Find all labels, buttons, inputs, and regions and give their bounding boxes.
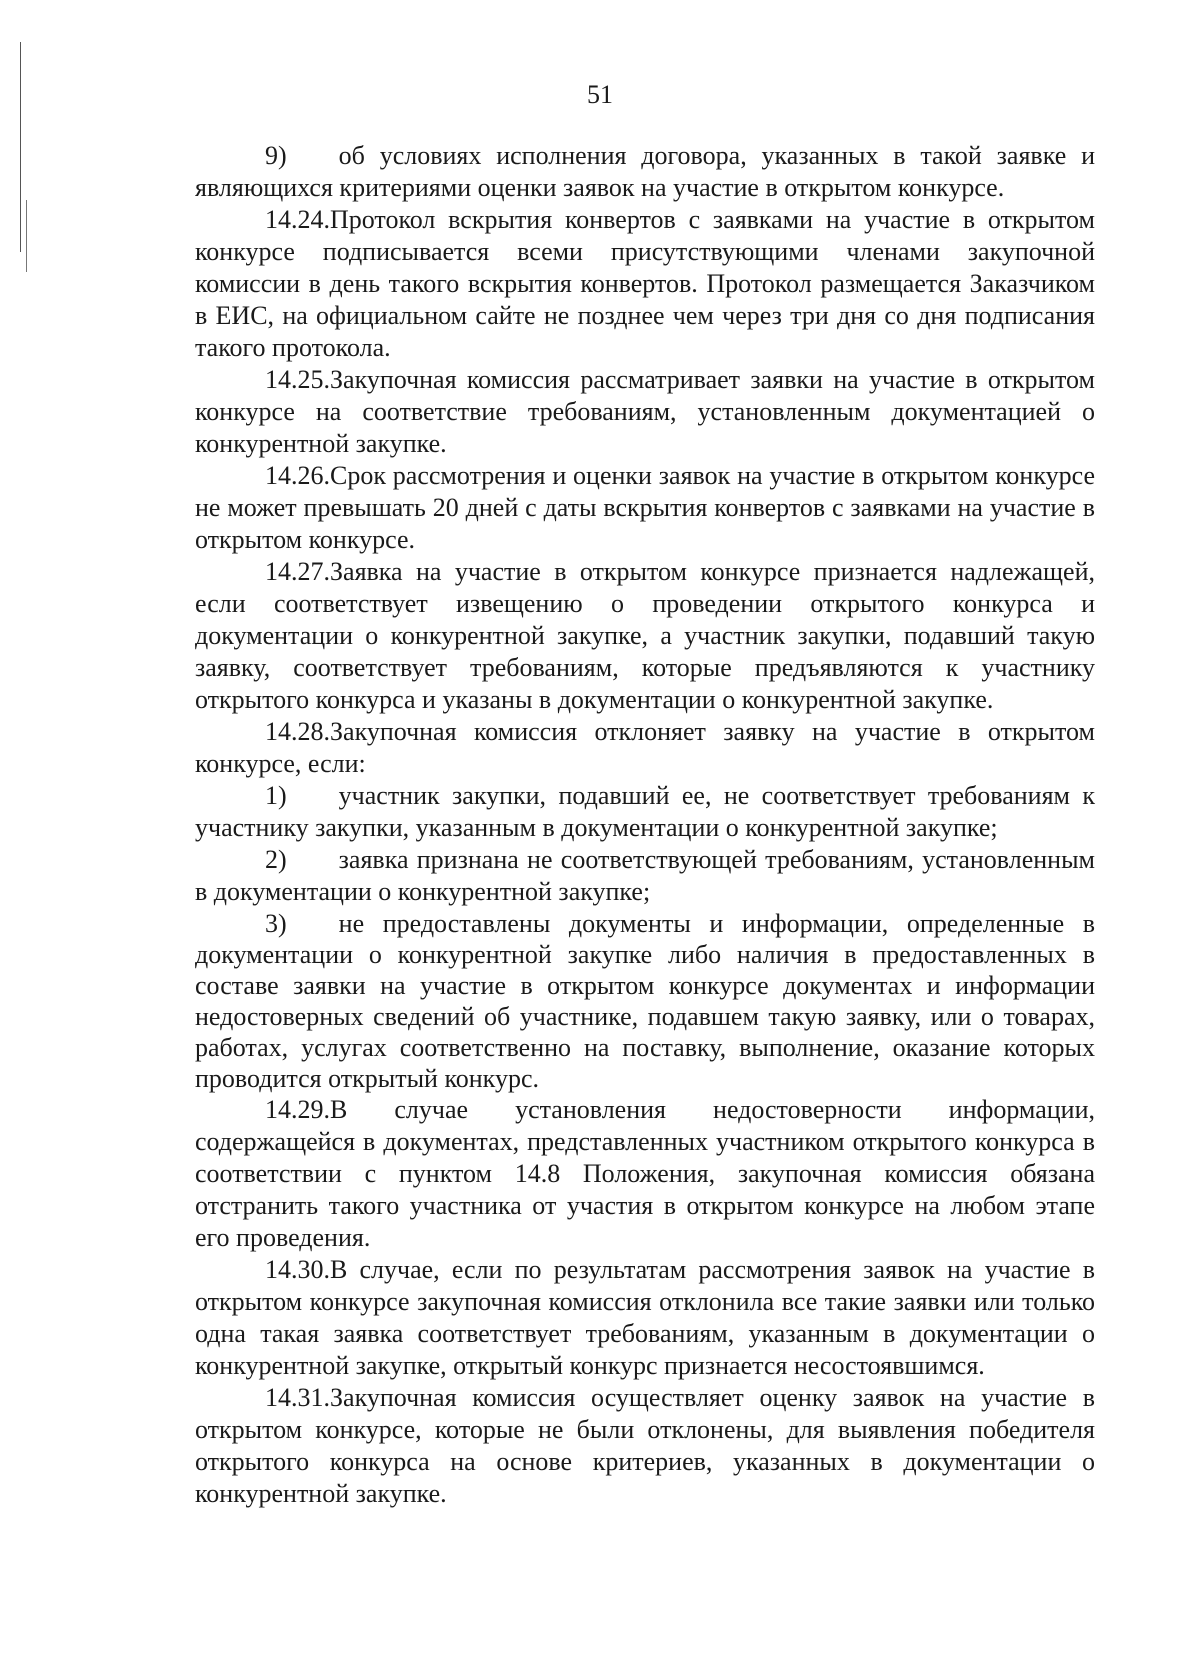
scan-edge-line [26,200,27,272]
paragraph-14-30: 14.30.В случае, если по результатам рассмотрения заявок на участие в открытом конкурсе закупочная комиссия отклонила все такие заявки или только одна такая заявка соответствует требованиям, указанным в документации о конкурентной закупке, открытый конкурс признается несостоявшимся. [195,1255,1095,1380]
paragraph-14-28: 14.28.Закупочная комиссия отклоняет заявку на участие в открытом конкурсе, если: [195,717,1095,778]
scan-edge-line [20,42,21,252]
paragraph-item-3: 3) не предоставлены документы и информации, определенные в документации о конкурентной закупке либо наличия в предоставленных в составе заявки на участие в открытом конкурсе документах и информации недостоверных сведений об участнике, подавшем такую заявку, или о товарах, работах, услугах соответственно на поставку, выполнение, оказание которых проводится открытый конкурс. [195,909,1095,1093]
paragraph-item-1: 1) участник закупки, подавший ее, не соответствует требованиям к участнику закупки, указанным в документации о конкурентной закупке; [195,781,1095,842]
page-number: 51 [587,80,613,109]
paragraph-14-27: 14.27.Заявка на участие в открытом конкурсе признается надлежащей, если соответствует извещению о проведении открытого конкурса и документации о конкурентной закупке, а участник закупки, подавший такую заявку, соответствует требованиям, которые предъявляются к участнику открытого конкурса и указаны в документации о конкурентной закупке. [195,557,1095,714]
paragraph-14-26: 14.26.Срок рассмотрения и оценки заявок на участие в открытом конкурсе не может превышать 20 дней с даты вскрытия конвертов с заявками на участие в открытом конкурсе. [195,461,1095,554]
paragraph-14-24: 14.24.Протокол вскрытия конвертов с заявками на участие в открытом конкурсе подписывается всеми присутствующими членами закупочной комиссии в день такого вскрытия конвертов. Протокол размещается Заказчиком в ЕИС, на официальном сайте не позднее чем через три дня со дня подписания такого протокола. [195,205,1095,362]
paragraph-14-25: 14.25.Закупочная комиссия рассматривает заявки на участие в открытом конкурсе на соответствие требованиям, установленным документацией о конкурентной закупке. [195,365,1095,458]
document-body [195,140,1095,1510]
paragraph-item-9: 9) об условиях исполнения договора, указанных в такой заявке и являющихся критериями оценки заявок на участие в открытом конкурсе. [195,141,1095,202]
paragraph-14-31: 14.31.Закупочная комиссия осуществляет оценку заявок на участие в открытом конкурсе, которые не были отклонены, для выявления победителя открытого конкурса на основе критериев, указанных в документации о конкурентной закупке. [195,1383,1095,1508]
paragraph-item-2: 2) заявка признана не соответствующей требованиям, установленным в документации о конкурентной закупке; [195,845,1095,906]
paragraph-14-29: 14.29.В случае установления недостоверности информации, содержащейся в документах, представленных участником открытого конкурса в соответствии с пунктом 14.8 Положения, закупочная комиссия обязана отстранить такого участника от участия в открытом конкурсе на любом этапе его проведения. [195,1095,1095,1252]
